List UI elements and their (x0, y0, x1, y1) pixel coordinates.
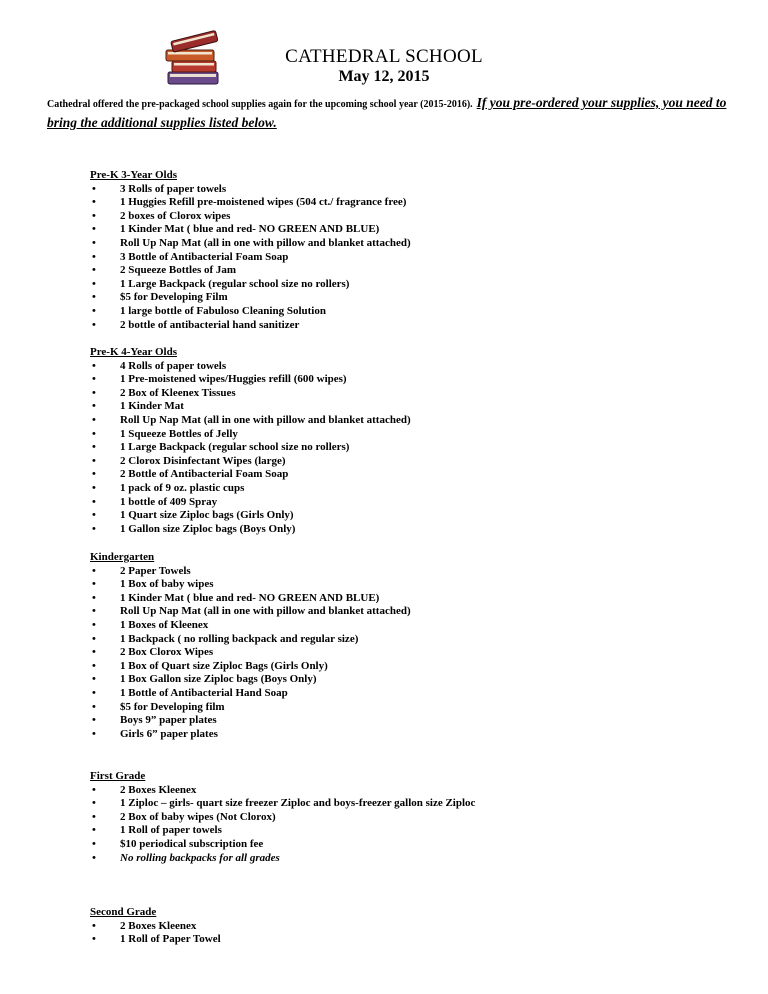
list-item: • 1 Huggies Refill pre-moistened wipes (504 ct./ fragrance free) (90, 196, 730, 210)
list-item: • $5 for Developing Film (90, 291, 730, 305)
list-item: • 2 boxes of Clorox wipes (90, 210, 730, 224)
section-second-grade (90, 906, 730, 947)
list-item: • 2 Boxes Kleenex (90, 784, 730, 798)
list-item: • 1 pack of 9 oz. plastic cups (90, 482, 730, 496)
section-title: Pre-K 3-Year Olds (90, 169, 177, 181)
list-item: • 1 Squeeze Bottles of Jelly (90, 428, 730, 442)
list-item: • 1 Gallon size Ziploc bags (Boys Only) (90, 523, 730, 537)
list-item: • $10 periodical subscription fee (90, 838, 730, 852)
list-item: • 2 Box of Kleenex Tissues (90, 387, 730, 401)
list-item: • Boys 9” paper plates (90, 714, 730, 728)
list-item: • 1 Large Backpack (regular school size no rollers) (90, 278, 730, 292)
list-item: • 2 Box Clorox Wipes (90, 646, 730, 660)
intro-paragraph (47, 94, 747, 132)
list-item: • 2 bottle of antibacterial hand sanitizer (90, 319, 730, 333)
section-prek-4 (90, 346, 730, 536)
list-item: • 1 Pre-moistened wipes/Huggies refill (600 wipes) (90, 373, 730, 387)
list-item: • 1 Box of Quart size Ziploc Bags (Girls Only) (90, 660, 730, 674)
list-item: • 1 Backpack ( no rolling backpack and regular size) (90, 633, 730, 647)
list-item: • Roll Up Nap Mat (all in one with pillow and blanket attached) (90, 237, 730, 251)
list-item: • 3 Bottle of Antibacterial Foam Soap (90, 251, 730, 265)
page-date: May 12, 2015 (338, 68, 430, 85)
supply-list (90, 183, 730, 333)
list-item: • Roll Up Nap Mat (all in one with pillow and blanket attached) (90, 414, 730, 428)
section-first-grade (90, 770, 730, 865)
supply-list (90, 784, 730, 866)
supply-list (90, 565, 730, 742)
list-item: • 2 Squeeze Bottles of Jam (90, 264, 730, 278)
intro-emphasis: If you pre-ordered your supplies, you need to bring the additional supplies listed below. (47, 95, 727, 130)
list-item: • 1 Boxes of Kleenex (90, 619, 730, 633)
list-item: • 3 Rolls of paper towels (90, 183, 730, 197)
list-item: • 1 Kinder Mat (90, 400, 730, 414)
list-item: • Girls 6” paper plates (90, 728, 730, 742)
list-item: • 2 Boxes Kleenex (90, 920, 730, 934)
list-item: • 4 Rolls of paper towels (90, 360, 730, 374)
list-item: • 1 Large Backpack (regular school size no rollers) (90, 441, 730, 455)
list-item: • 2 Bottle of Antibacterial Foam Soap (90, 468, 730, 482)
intro-text: Cathedral offered the pre-packaged school supplies again for the upcoming school year (2015-2016). (47, 99, 473, 110)
list-item: • 1 Kinder Mat ( blue and red- NO GREEN AND BLUE) (90, 223, 730, 237)
list-item: • 1 large bottle of Fabuloso Cleaning Solution (90, 305, 730, 319)
list-item: • Roll Up Nap Mat (all in one with pillow and blanket attached) (90, 605, 730, 619)
page-title: CATHEDRAL SCHOOL (285, 46, 483, 67)
list-note: • No rolling backpacks for all grades (90, 852, 730, 866)
list-item: • 2 Clorox Disinfectant Wipes (large) (90, 455, 730, 469)
list-item: • 1 Box Gallon size Ziploc bags (Boys Only) (90, 673, 730, 687)
section-prek-3 (90, 169, 730, 332)
list-item: • 1 Roll of Paper Towel (90, 933, 730, 947)
section-title: Kindergarten (90, 551, 155, 563)
section-title: First Grade (90, 770, 146, 782)
list-item: • 1 Quart size Ziploc bags (Girls Only) (90, 509, 730, 523)
supply-list (90, 920, 730, 947)
list-item: • 1 Bottle of Antibacterial Hand Soap (90, 687, 730, 701)
list-item: • 1 Roll of paper towels (90, 824, 730, 838)
section-title: Second Grade (90, 906, 157, 918)
section-kindergarten (90, 551, 730, 741)
list-item: • 1 Kinder Mat ( blue and red- NO GREEN AND BLUE) (90, 592, 730, 606)
list-item: • 1 Ziploc – girls- quart size freezer Ziploc and boys-freezer gallon size Ziploc (90, 797, 730, 811)
section-title: Pre-K 4-Year Olds (90, 346, 177, 358)
list-item: • 2 Paper Towels (90, 565, 730, 579)
list-item: • 1 bottle of 409 Spray (90, 496, 730, 510)
list-item: • 1 Box of baby wipes (90, 578, 730, 592)
list-item: • 2 Box of baby wipes (Not Clorox) (90, 811, 730, 825)
supply-list (90, 360, 730, 537)
list-item: • $5 for Developing film (90, 701, 730, 715)
